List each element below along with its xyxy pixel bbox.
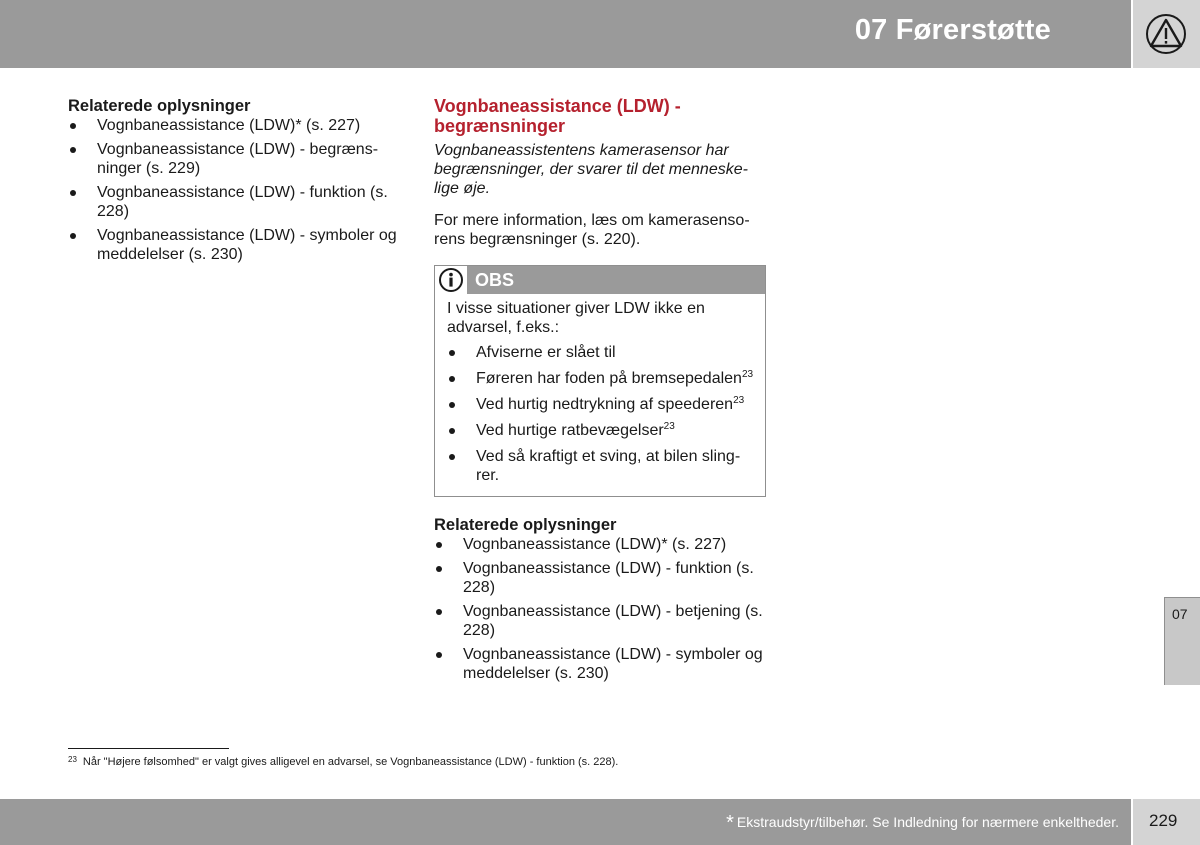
page-number: 229 (1149, 811, 1178, 830)
list-item: Ved hurtig nedtrykning af speederen$^{23}$ (447, 395, 755, 414)
list-item[interactable]: Vognbaneassistance (LDW)* (s. 227) (68, 116, 408, 135)
note-title: OBS (475, 270, 515, 290)
note-lead: I visse situationer giver LDW ikke en advarsel, f.eks.: (447, 300, 705, 336)
bullet-icon (436, 566, 442, 572)
footer-note-text: Ekstraudstyr/tilbehør. Se Indledning for nærmere enkeltheder. (736, 814, 1119, 830)
list-item: Ved så kraftigt et sving, at bilen sling-rer. (447, 447, 755, 485)
chapter-icon-tab (1133, 0, 1200, 68)
left-column (68, 96, 408, 269)
bullet-icon (436, 542, 442, 548)
related-info-list (434, 535, 768, 683)
note-body (435, 294, 765, 496)
list-item[interactable]: Vognbaneassistance (LDW) - symboler og meddelelser (s. 230) (434, 645, 768, 683)
list-item[interactable]: Vognbaneassistance (LDW) - funktion (s. 228) (68, 183, 408, 221)
bullet-icon (436, 609, 442, 615)
footnote-ref[interactable]: 23 (663, 421, 675, 432)
bullet-icon (70, 147, 76, 153)
bullet-icon (449, 376, 455, 382)
list-item[interactable]: Vognbaneassistance (LDW) - funktion (s. 228) (434, 559, 768, 597)
page-number-box (1133, 799, 1200, 845)
bullet-icon (449, 428, 455, 434)
footnote-number: 23 (68, 755, 77, 764)
bullet-icon (436, 652, 442, 658)
related-info-heading: Relaterede oplysninger (68, 97, 251, 115)
footnote-ref[interactable]: 23 (741, 369, 754, 380)
related-info-list (68, 116, 408, 264)
bullet-icon (70, 233, 76, 239)
list-item: Afviserne er slået til (447, 343, 755, 362)
bullet-icon (70, 190, 76, 196)
info-icon (438, 268, 464, 292)
footnote (68, 755, 618, 769)
list-item[interactable]: Vognbaneassistance (LDW)* (s. 227) (434, 535, 768, 554)
list-item[interactable]: Vognbaneassistance (LDW) - begræns-ninger (s. 229) (68, 140, 408, 178)
bullet-icon (449, 454, 455, 460)
asterisk-icon: * (726, 812, 734, 834)
warning-triangle-icon (1144, 14, 1188, 54)
bullet-icon (449, 402, 455, 408)
note-header (435, 266, 765, 294)
section-title: Vognbaneassistance (LDW) - begrænsninger (434, 96, 681, 136)
body-paragraph: For mere information, læs om kamerasenso-rens begrænsninger (s. 220). (434, 212, 750, 248)
footnote-divider (68, 748, 229, 749)
note-box (434, 265, 766, 497)
chapter-side-tab-label: 07 (1172, 606, 1188, 622)
footnote-ref[interactable]: 23 (733, 395, 745, 406)
footer-note (726, 813, 1119, 832)
chapter-title: 07 Førerstøtte (854, 14, 1051, 46)
list-item: Ved hurtige ratbevægelser$^{23}$ (447, 421, 755, 440)
bullet-icon (449, 350, 455, 356)
list-item[interactable]: Vognbaneassistance (LDW) - symboler og meddelelser (s. 230) (68, 226, 408, 264)
intro-text: Vognbaneassistentens kamerasensor har begrænsninger, der svarer til det menneske-lige øje. (434, 142, 748, 197)
footnote-text: Når "Højere følsomhed" er valgt gives alligevel en advarsel, se Vognbaneassistance (LDW) - funktion (s. 228). (82, 756, 619, 768)
chapter-side-tab[interactable] (1164, 597, 1200, 685)
related-info-heading: Relaterede oplysninger (434, 516, 617, 534)
chapter-header (0, 0, 1131, 68)
main-column (434, 96, 768, 688)
page-footer (0, 799, 1131, 845)
list-item[interactable]: Vognbaneassistance (LDW) - betjening (s. 228) (434, 602, 768, 640)
note-list (447, 343, 755, 485)
bullet-icon (70, 123, 76, 129)
list-item: Føreren har foden på bremsepedalen$^{23}$ (447, 369, 755, 388)
